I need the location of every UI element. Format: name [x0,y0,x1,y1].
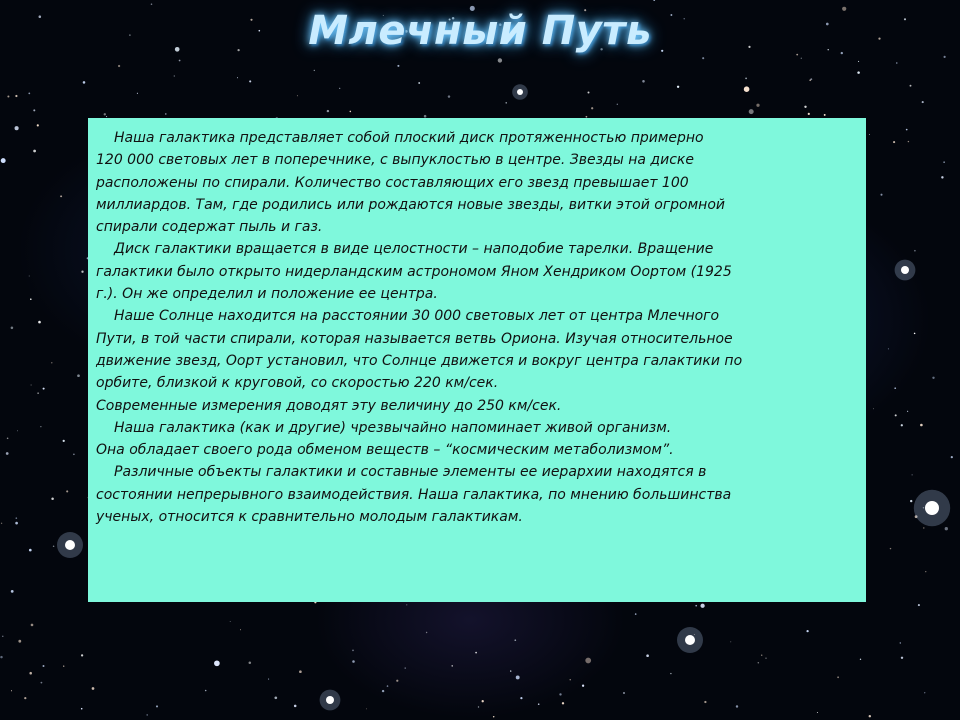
star [890,548,891,549]
star [559,693,561,695]
star [60,195,62,197]
star [37,392,38,393]
star [0,656,2,658]
star [1,158,6,163]
star [702,57,704,59]
star [104,113,106,115]
star [396,680,398,682]
text-line: Диск галактики вращается в виде целостности – наподобие тарелки. Вращение [114,241,714,258]
slide-title: Млечный Путь [308,8,652,54]
star [249,80,251,82]
star [268,679,269,680]
star [896,62,897,63]
star [240,629,241,630]
star [174,75,175,76]
text-line: состоянии непрерывного взаимодействия. Наша галактика, по мнению большинства [96,486,732,503]
text-line: Она обладает своего рода обменом веществ – “космическим метаболизмом”. [96,442,674,459]
star [397,65,399,67]
star [339,88,340,89]
star [700,604,704,608]
star [29,276,30,277]
star [914,333,916,335]
star [505,102,506,103]
star [653,0,655,1]
star [925,571,926,572]
star [910,85,912,87]
star [745,77,747,79]
star [704,701,706,703]
star [765,658,766,659]
text-line: орбите, близкой к круговой, со скоростью 220 км/сек. [96,375,499,392]
star [869,715,871,717]
star [906,129,908,131]
star [635,613,637,615]
star [858,61,859,62]
star [900,642,901,643]
star [520,697,522,699]
star [33,109,35,111]
text-line: движение звезд, Оорт установил, что Солнце движется и вокруг центра галактики по [96,352,743,369]
text-line: спирали содержат пыль и газ. [96,219,323,236]
star [31,624,34,627]
star [677,86,679,88]
star [151,3,153,5]
star [81,708,83,710]
star [17,430,18,431]
star [591,107,593,109]
star [923,527,924,528]
star [901,424,903,426]
star [570,679,571,680]
bright-star [925,501,939,515]
star [932,377,934,379]
star [945,527,948,530]
star [37,124,39,126]
star [387,685,389,687]
star [7,95,9,97]
star [582,685,584,687]
star [914,250,916,252]
star [249,662,252,665]
star [30,298,32,300]
star [761,654,762,655]
star [451,665,452,666]
star [538,703,540,705]
star [7,438,9,440]
star [642,80,645,83]
star [944,56,946,58]
star [498,58,502,62]
star [824,114,826,116]
star [237,77,238,78]
star [562,702,564,704]
star [837,676,839,678]
star [81,654,83,656]
star [24,697,26,699]
text-box [88,118,866,602]
star [352,660,355,663]
star [11,690,12,691]
star [28,93,30,95]
star [585,658,591,664]
star [617,104,618,105]
star [894,387,896,389]
star [327,110,329,112]
star [40,426,41,427]
star [33,150,36,153]
star [66,490,68,492]
star [588,92,590,94]
bright-star [65,540,75,550]
star [63,665,64,666]
text-line: миллиардов. Там, где родились или рождаются новые звезды, витки этой огромной [96,196,726,213]
star [804,106,806,108]
text-line: Наша галактика представляет собой плоский диск протяженностью примерно [114,130,704,146]
star [646,654,649,657]
star [405,667,406,668]
star [418,82,420,84]
star [11,590,14,593]
star [918,604,920,606]
star [758,662,759,663]
star [482,700,484,702]
star [205,690,207,692]
star [810,78,812,80]
text-line: 120 000 световых лет в поперечнике, с выпуклостью в центре. Звезды на диске [96,152,694,169]
star [41,682,43,684]
star [922,101,924,103]
star [943,161,944,162]
star [15,522,18,525]
star [294,705,297,708]
star [382,690,384,692]
star [901,657,903,659]
star [670,673,671,674]
star [29,549,32,552]
text-line: Пути, в той части спирали, которая называется ветвь Ориона. Изучая относительное [96,330,733,347]
star [214,660,220,666]
star [77,374,80,377]
text-line: расположены по спирали. Количество составляющих его звезд превышает 100 [96,174,689,191]
star [314,70,315,71]
star [81,271,83,273]
star [51,362,52,363]
star [426,632,427,633]
star [38,321,41,324]
star [352,649,354,651]
star [137,93,138,94]
star [15,95,17,97]
text-line: ученых, относится к сравнительно молодым галактикам. [96,509,523,526]
star [53,546,55,548]
star [516,675,520,679]
star [6,452,9,455]
star [179,60,181,62]
star [2,636,3,637]
text-line: г.). Он же определил и положение ее центра. [96,286,438,303]
star [695,605,697,607]
star [730,641,731,642]
star [299,670,302,673]
star [920,424,923,427]
bright-star [901,266,909,274]
star [756,104,759,107]
star [350,111,352,113]
star [749,109,754,114]
star [910,500,912,502]
star [366,708,367,709]
star [274,696,277,699]
star [83,81,86,84]
star [29,672,32,675]
star [888,348,889,349]
star [73,454,75,456]
star [869,134,870,135]
star [156,705,158,707]
star [31,384,32,385]
text-line: Наше Солнце находится на расстоянии 30 000 световых лет от центра Млечного [114,308,720,325]
star [908,141,909,142]
star [106,116,107,117]
star [623,692,625,694]
star [510,670,511,671]
bright-star [517,89,523,95]
star [18,640,21,643]
star [744,86,750,92]
star [857,71,860,74]
star [514,639,516,641]
star [146,714,148,716]
star [808,113,810,115]
star [951,456,953,458]
star [801,58,802,59]
star [43,388,45,390]
star [736,705,738,707]
text-line: Современные измерения доводят эту величину до 250 км/сек. [96,397,562,414]
star [941,176,943,178]
star [912,474,913,475]
star [893,141,895,143]
star [448,95,450,97]
star [895,414,897,416]
star [63,440,65,442]
star [478,706,479,707]
star [475,652,477,654]
star [817,712,818,713]
bright-star [685,635,695,645]
star [165,113,166,114]
star [43,665,45,667]
star [51,498,54,501]
star [118,65,120,67]
star [16,517,18,519]
star [11,327,14,330]
star [493,716,494,717]
text-line: Наша галактика (как и другие) чрезвычайно напоминает живой организм. [114,419,672,436]
star [297,95,298,96]
star [230,621,231,622]
star [15,126,19,130]
star [880,194,882,196]
star [873,408,874,409]
bright-star [326,696,334,704]
star [92,687,95,690]
text-line: Различные объекты галактики и составные элементы ее иерархии находятся в [114,464,707,481]
star [907,411,908,412]
star [406,604,407,605]
star [860,659,861,660]
text-line: галактики было открыто нидерландским астрономом Яном Хендриком Оортом (1925 [96,263,732,280]
star [806,630,808,632]
star [1,523,2,524]
star [924,692,925,693]
